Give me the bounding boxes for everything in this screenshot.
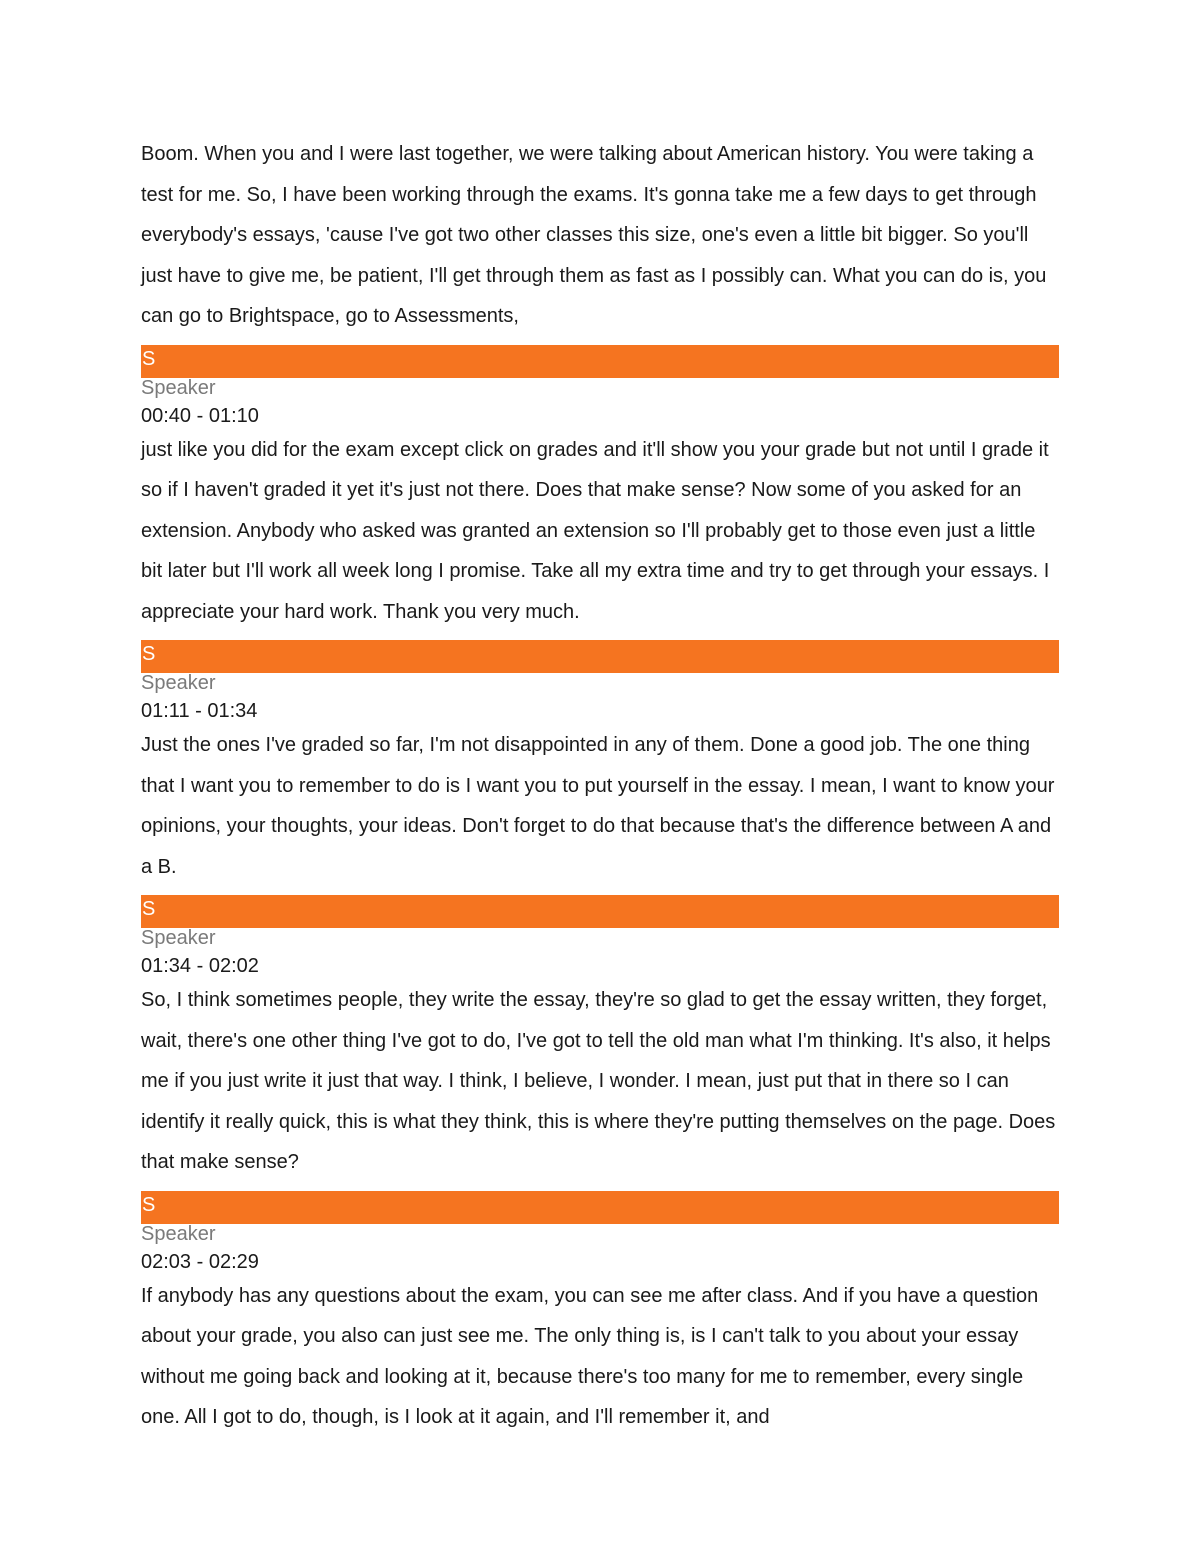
transcript-segment [141, 1191, 1059, 1438]
speaker-name: Speaker [141, 927, 216, 949]
segment-timestamp: 01:11 - 01:34 [141, 700, 258, 722]
segment-timestamp: 00:40 - 01:10 [141, 404, 259, 427]
speaker-name: Speaker [141, 672, 216, 694]
speaker-avatar-bar: S [141, 640, 1059, 673]
transcript-page [141, 134, 1059, 1438]
speaker-name: Speaker [141, 1222, 216, 1245]
speaker-avatar-bar: S [141, 895, 1059, 928]
transcript-segment [141, 895, 1059, 1183]
speaker-avatar-bar: S [141, 1191, 1059, 1224]
segment-text: Just the ones I've graded so far, I'm not disappointed in any of them. Done a good job. The one thing that I want you to remember to do is I want you to put yourself in the essay. I mean, I want to know your opinions, your thoughts, your ideas. Don't forget to do that because that's the difference between A and a B. [141, 734, 1055, 878]
segment-timestamp: 01:34 - 02:02 [141, 955, 259, 977]
intro-paragraph: Boom. When you and I were last together, we were talking about American history. You were taking a test for me. So, I have been working through the exams. It's gonna take me a few days to get through everybody's essays, 'cause I've got two other classes this size, one's even a little bit bigger. So you'll just have to give me, be patient, I'll get through them as fast as I possibly can. What you can do is, you can go to Brightspace, go to Assessments, [141, 143, 1047, 327]
speaker-avatar-bar: S [141, 345, 1059, 378]
segment-timestamp: 02:03 - 02:29 [141, 1250, 259, 1273]
segment-text: If anybody has any questions about the exam, you can see me after class. And if you have a question about your grade, you also can just see me. The only thing is, is I can't talk to you about your essay without me going back and looking at it, because there's too many for me to remember, every single one. All I got to do, though, is I look at it again, and I'll remember it, and [141, 1284, 1039, 1428]
transcript-segment [141, 345, 1059, 633]
segment-text: So, I think sometimes people, they write the essay, they're so glad to get the essay written, they forget, wait, there's one other thing I've got to do, I've got to tell the old man what I'm thinking. It's also, it helps me if you just write it just that way. I think, I believe, I wonder. I mean, just put that in there so I can identify it really quick, this is what they think, this is where they're putting themselves on the page. Does that make sense? [141, 989, 1056, 1173]
speaker-name: Speaker [141, 376, 216, 399]
segment-text: just like you did for the exam except click on grades and it'll show you your grade but not until I grade it so if I haven't graded it yet it's just not there. Does that make sense? Now some of you asked for an extension. Anybody who asked was granted an extension so I'll probably get to those even just a little bit later but I'll work all week long I promise. Take all my extra time and try to get through your essays. I appreciate your hard work. Thank you very much. [141, 438, 1050, 623]
transcript-segment [141, 640, 1059, 887]
